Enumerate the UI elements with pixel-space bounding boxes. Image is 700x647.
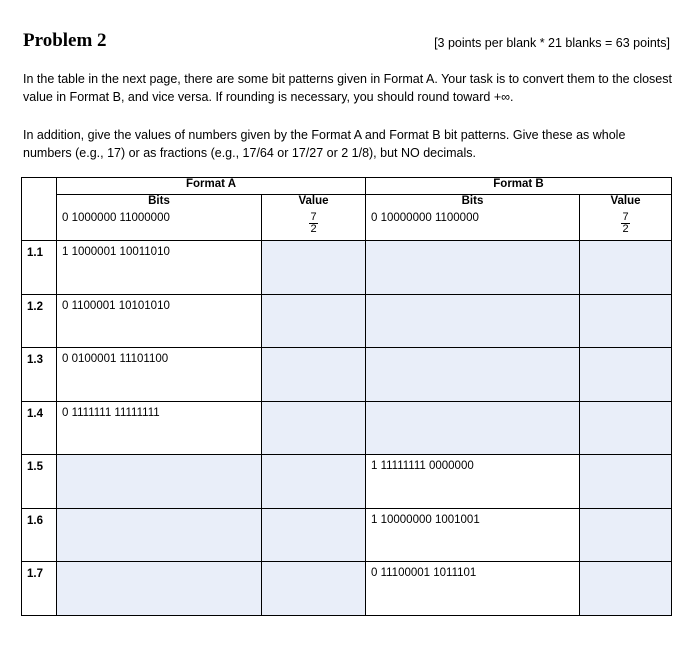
table-row <box>22 455 672 509</box>
b-value-answer[interactable] <box>580 508 672 562</box>
problem-title: Problem 2 <box>23 30 107 51</box>
example-a-bits: 0 1000000 11000000 <box>57 211 262 241</box>
format-b-header: Format B <box>366 178 672 195</box>
b-value-answer[interactable] <box>580 401 672 455</box>
example-b-bits: 0 10000000 1100000 <box>366 211 580 241</box>
b-bits-cell: 1 11111111 0000000 <box>366 455 580 509</box>
table-row <box>22 348 672 402</box>
row-label: 1.5 <box>22 455 57 509</box>
b-value-answer[interactable] <box>580 294 672 348</box>
example-b-numerator: 7 <box>622 210 629 223</box>
a-value-answer[interactable] <box>262 455 366 509</box>
table-row <box>22 508 672 562</box>
b-value-answer[interactable] <box>580 241 672 295</box>
corner-cell <box>22 178 57 241</box>
instructions-para-1: In the table in the next page, there are some bit patterns given in Format A. Your task is to convert them to the closest value in Format B, and vice versa. If rounding is necessary, you should round toward +∞. <box>23 72 672 104</box>
points-note: [3 points per blank * 21 blanks = 63 points] <box>434 36 670 50</box>
a-value-answer[interactable] <box>262 348 366 402</box>
b-value-answer[interactable] <box>580 455 672 509</box>
example-a-value <box>262 211 366 241</box>
row-label: 1.3 <box>22 348 57 402</box>
row-label: 1.4 <box>22 401 57 455</box>
a-bits-answer[interactable] <box>57 508 262 562</box>
example-a-numerator: 7 <box>310 210 317 223</box>
a-value-answer[interactable] <box>262 508 366 562</box>
example-b-denominator: 2 <box>622 222 629 235</box>
a-value-answer[interactable] <box>262 401 366 455</box>
a-value-answer[interactable] <box>262 562 366 616</box>
instructions-para-2: In addition, give the values of numbers given by the Format A and Format B bit patterns. Give these as whole numbers (e.g., 17) or as fractions (e.g., 17/64 or 17/27 or 2 1/8), but NO decimals. <box>23 128 626 160</box>
b-bits-cell: 0 11100001 1011101 <box>366 562 580 616</box>
example-a-fraction <box>309 212 317 235</box>
conversion-table <box>21 177 672 616</box>
a-bits-cell: 0 1100001 10101010 <box>57 294 262 348</box>
a-bits-cell: 0 0100001 11101100 <box>57 348 262 402</box>
b-bits-cell: 1 10000000 1001001 <box>366 508 580 562</box>
b-bits-answer[interactable] <box>366 241 580 295</box>
b-bits-answer[interactable] <box>366 294 580 348</box>
row-label: 1.1 <box>22 241 57 295</box>
b-bits-answer[interactable] <box>366 348 580 402</box>
format-a-header: Format A <box>57 178 366 195</box>
table-row <box>22 241 672 295</box>
a-bits-answer[interactable] <box>57 562 262 616</box>
a-value-header: Value <box>262 195 366 211</box>
a-bits-answer[interactable] <box>57 455 262 509</box>
a-value-answer[interactable] <box>262 241 366 295</box>
row-label: 1.6 <box>22 508 57 562</box>
a-bits-cell: 0 1111111 11111111 <box>57 401 262 455</box>
row-label: 1.7 <box>22 562 57 616</box>
table-row <box>22 562 672 616</box>
example-b-value <box>580 211 672 241</box>
b-value-answer[interactable] <box>580 562 672 616</box>
table-row <box>22 294 672 348</box>
a-bits-cell: 1 1000001 10011010 <box>57 241 262 295</box>
table-row <box>22 401 672 455</box>
example-a-denominator: 2 <box>310 222 317 235</box>
b-bits-answer[interactable] <box>366 401 580 455</box>
a-bits-header: Bits <box>57 195 262 211</box>
row-label: 1.2 <box>22 294 57 348</box>
b-value-header: Value <box>580 195 672 211</box>
example-b-fraction <box>621 212 629 235</box>
b-bits-header: Bits <box>366 195 580 211</box>
a-value-answer[interactable] <box>262 294 366 348</box>
b-value-answer[interactable] <box>580 348 672 402</box>
